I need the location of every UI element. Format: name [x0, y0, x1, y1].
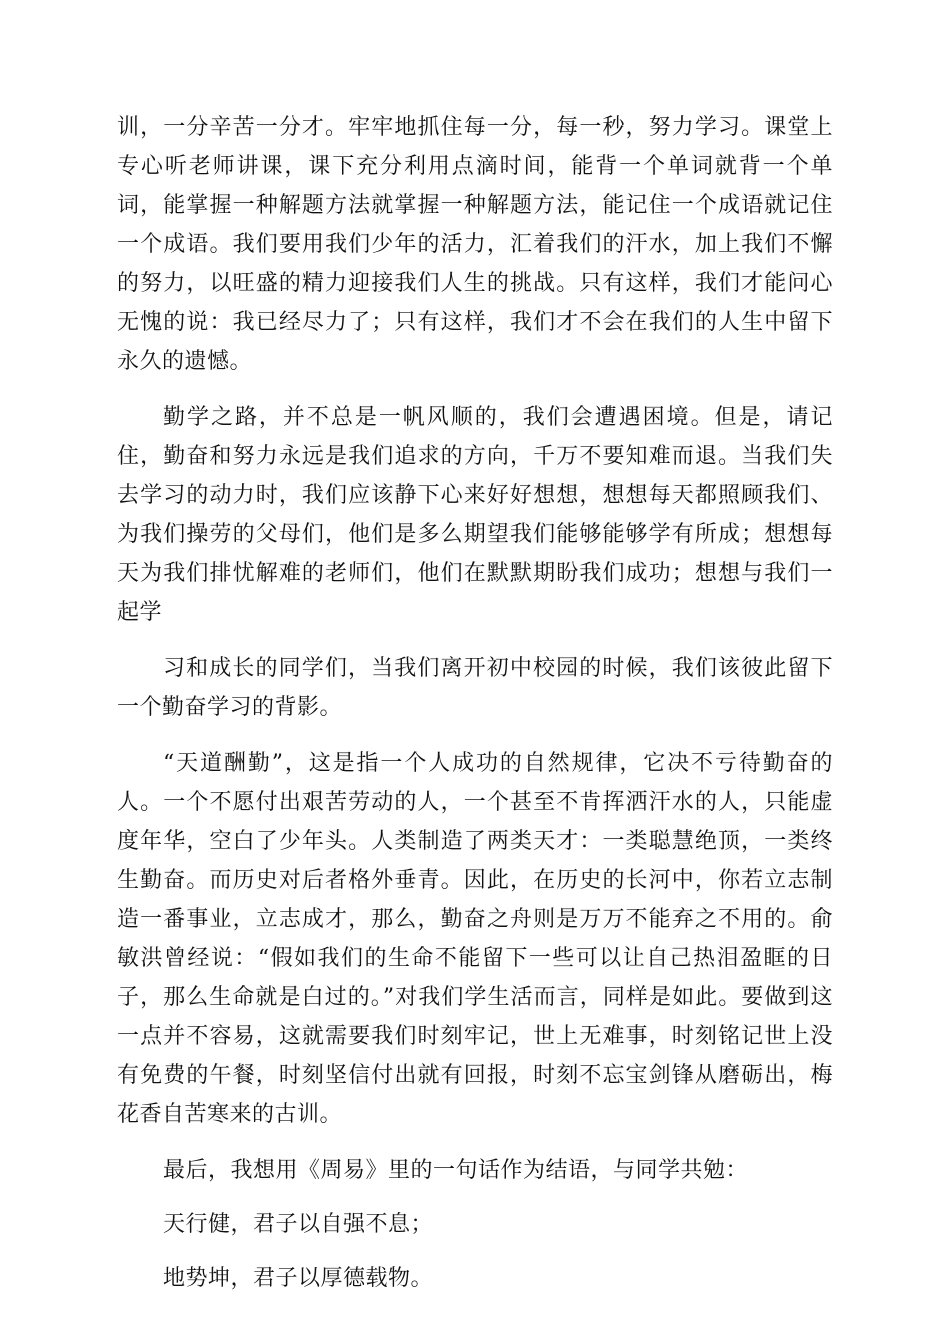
- paragraph-4: “天道酬勤”，这是指一个人成功的自然规律，它决不亏待勤奋的人。一个不愿付出艰苦劳动的人，一个甚至不肯挥洒汗水的人，只能虚度年华，空白了少年头。人类制造了两类天才：一类聪慧绝顶，一类终生勤奋。而历史对后者格外垂青。因此，在历史的长河中，你若立志制造一番事业，立志成才，那么，勤奋之舟则是万万不能弃之不用的。俞敏洪曾经说：“假如我们的生命不能留下一些可以让自己热泪盈眶的日子，那么生命就是白过的。”对我们学生活而言，同样是如此。要做到这一点并不容易，这就需要我们时刻牢记，世上无难事，时刻铭记世上没有免费的午餐，时刻坚信付出就有回报，时刻不忘宝剑锋从磨砺出，梅花香自苦寒来的古训。: [117, 751, 833, 1127]
- paragraph-2: 勤学之路，并不总是一帆风顺的，我们会遭遇困境。但是，请记住，勤奋和努力永远是我们追求的方向，千万不要知难而退。当我们失去学习的动力时，我们应该静下心来好好想想，想想每天都照顾我们、为我们操劳的父母们，他们是多么期望我们能够能够学有所成；想想每天为我们排忧解难的老师们，他们在默默期盼我们成功；想想与我们一起学: [117, 405, 833, 625]
- paragraph-1: 训，一分辛苦一分才。牢牢地抓住每一分，每一秒，努力学习。课堂上专心听老师讲课，课下充分利用点滴时间，能背一个单词就背一个单词，能掌握一种解题方法就掌握一种解题方法，能记住一个成语就记住一个成语。我们要用我们少年的活力，汇着我们的汗水，加上我们不懈的努力，以旺盛的精力迎接我们人生的挑战。只有这样，我们才能问心无愧的说：我已经尽力了；只有这样，我们才不会在我们的人生中留下永久的遗憾。: [117, 115, 833, 374]
- verse-line-2: 地势坤，君子以厚德载物。: [163, 1266, 434, 1291]
- document-body: [117, 108, 833, 1313]
- paragraph-5: 最后，我想用《周易》里的一句话作为结语，与同学共勉：: [163, 1158, 749, 1183]
- verse-line-1: 天行健，君子以自强不息；: [163, 1212, 434, 1237]
- paragraph-3: 习和成长的同学们，当我们离开初中校园的时候，我们该彼此留下一个勤奋学习的背影。: [117, 656, 833, 720]
